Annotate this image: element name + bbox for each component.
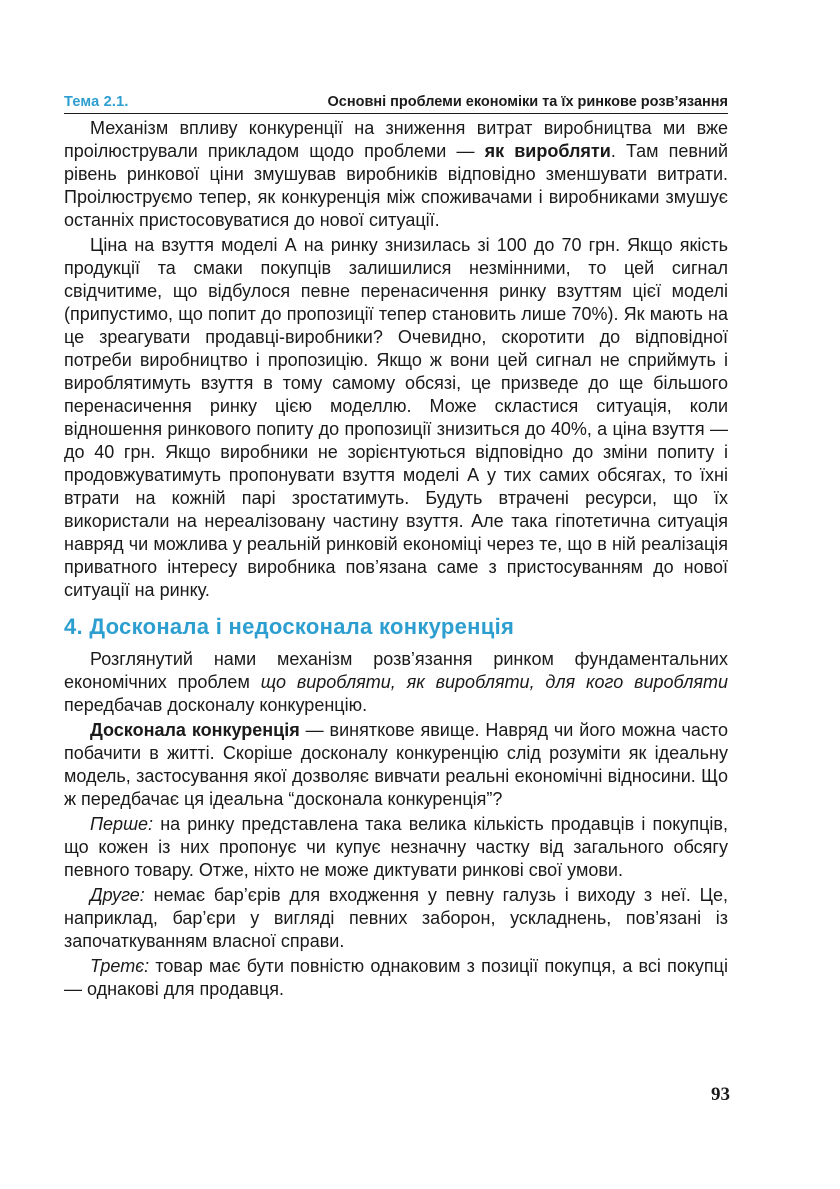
paragraph-6-text: немає бар’єрів для входження у певну галузь і виходу з неї. Це, наприклад, бар’єри у вигляді певних заборон, ускладнень, пов’язані із започаткуванням власної справи. — [64, 885, 728, 951]
paragraph-1-text-b: . Там певний рівень ринкової ціни змушував виробників відповідно зменшувати витрати. Проілюструємо тепер, як конкуренція між споживачами і виробниками змушує останніх пристосовуватися до нової ситуації. — [64, 141, 729, 230]
chapter-title: Основні проблеми економіки та їх ринкове розв’язання — [327, 94, 728, 110]
page-body — [64, 117, 728, 1001]
paragraph-4-bold-term: Досконала конкуренція — [90, 720, 300, 740]
paragraph-3-italic: що виробляти, як виробляти, для кого виробляти — [260, 672, 728, 692]
paragraph-7-italic-lead: Третє: — [90, 956, 150, 976]
page-number: 93 — [711, 1084, 730, 1105]
paragraph-3-text-a: Розглянутий нами механізм розв’язання ринком фундаментальних економічних проблем — [64, 649, 728, 692]
paragraph-4-text: — виняткове явище. Навряд чи його можна часто побачити в житті. Скоріше досконалу конкуренцію слід розуміти як ідеальну модель, застосування якої дозволяє вивчати реальні економічні відносини. Що ж передбачає ця ідеальна “досконала конкуренція”? — [64, 720, 728, 809]
paragraph-7 — [64, 955, 728, 1001]
paragraph-4 — [64, 719, 728, 811]
paragraph-1 — [64, 117, 728, 232]
paragraph-1-bold-term: як виробляти — [484, 141, 611, 161]
running-header — [64, 88, 728, 114]
topic-label: Тема 2.1. — [64, 94, 129, 110]
paragraph-5 — [64, 813, 728, 882]
paragraph-3-text-b: передбачав досконалу конкуренцію. — [64, 695, 368, 715]
paragraph-3 — [64, 648, 728, 717]
paragraph-5-text: на ринку представлена така велика кількість продавців і покупців, що кожен із них пропонує чи купує незначну частку від загального обсягу певного товару. Отже, ніхто не може диктувати ринкові свої умови. — [64, 814, 728, 880]
paragraph-6-italic-lead: Друге: — [90, 885, 145, 905]
paragraph-1-text-a: Механізм впливу конкуренції на зниження витрат виробництва ми вже проілюстрували прикладом щодо проблеми — — [64, 118, 728, 161]
paragraph-7-text: товар має бути повністю однаковим з позиції покупця, а всі покупці — однакові для продавця. — [64, 956, 728, 999]
paragraph-2: Ціна на взуття моделі А на ринку знизилась зі 100 до 70 грн. Якщо якість продукції та смаки покупців залишилися незмінними, то цей сигнал свідчитиме, що відбулося певне перенасичення ринку взуттям цієї моделі (припустимо, що попит до пропозиції тепер становить лише 70%). Як мають на це зреагувати продавці-виробники? Очевидно, скоротити до відповідної потреби виробництво і пропозицію. Якщо ж вони цей сигнал не сприймуть і вироблятимуть взуття в тому самому обсязі, це призведе до ще більшого перенасичення ринку цією моделлю. Може скластися ситуація, коли відношення ринкового попиту до пропозиції знизиться до 40%, а ціна взуття — до 40 грн. Якщо виробники не зорієнтуються відповідно до зміни попиту і продовжуватимуть пропонувати взуття моделі А у тих самих обсягах, то їхні втрати на кожній парі зростатимуть. Будуть втрачені ресурси, що їх використали на нереалізовану частину взуття. Але така гіпотетична ситуація навряд чи можлива у реальній ринковій економіці через те, що в ній реалізація приватного інтересу виробника пов’язана саме з пристосуванням до нової ситуації на ринку. — [64, 235, 728, 600]
section-heading: 4. Досконала і недосконала конкуренція — [64, 614, 515, 639]
paragraph-6 — [64, 884, 728, 953]
paragraph-5-italic-lead: Перше: — [90, 814, 154, 834]
